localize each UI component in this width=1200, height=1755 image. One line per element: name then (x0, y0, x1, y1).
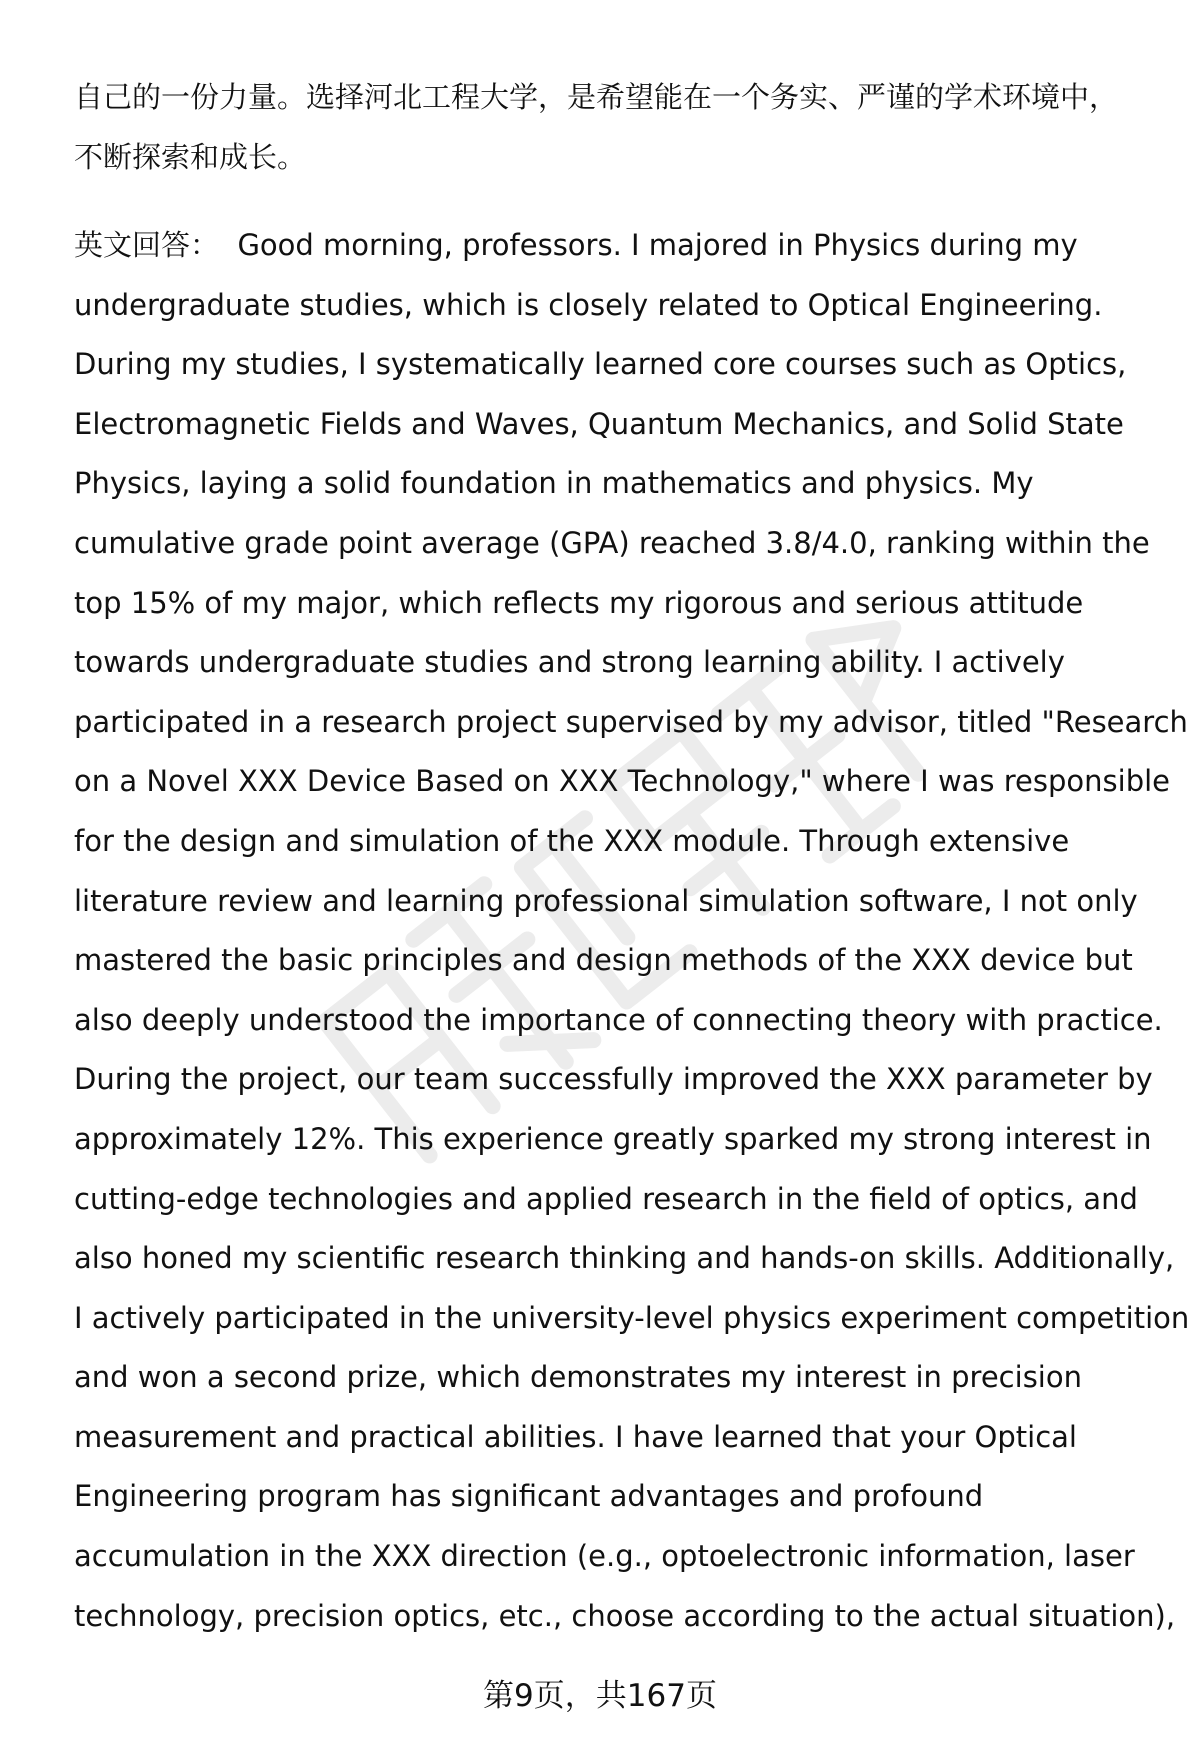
text-line: top 15% of my major, which reflects my rigorous and serious attitude (74, 585, 1084, 620)
text-line-first (74, 216, 1164, 276)
text-line: mastered the basic principles and design methods of the XXX device but (74, 943, 1133, 978)
text-line: I actively participated in the university-level physics experiment competition (74, 1300, 1190, 1335)
text-line: participated in a research project supervised by my advisor, titled "Research (74, 704, 1188, 739)
text-line: also honed my scientific research thinking and hands-on skills. Additionally, (74, 1241, 1175, 1276)
text-line: technology, precision optics, etc., choose according to the actual situation), (74, 1598, 1176, 1633)
text-line: 自己的一份力量。选择河北工程大学，是希望能在一个务实、严谨的学术环境中， (74, 80, 1119, 114)
text-line: Electromagnetic Fields and Waves, Quantum Mechanics, and Solid State (74, 406, 1124, 441)
paragraph-chinese-ending (74, 68, 1164, 187)
answer-first-line-text: Good morning, professors. I majored in Physics during my (237, 228, 1078, 262)
text-line: on a Novel XXX Device Based on XXX Technology," where I was responsible (74, 764, 1170, 799)
text-line: measurement and practical abilities. I have learned that your Optical (74, 1419, 1077, 1454)
text-line: approximately 12%. This experience greatly sparked my strong interest in (74, 1121, 1152, 1156)
text-line: 不断探索和成长。 (74, 139, 307, 174)
text-line: for the design and simulation of the XXX module. Through extensive (74, 823, 1070, 858)
text-line: towards undergraduate studies and strong learning ability. I actively (74, 645, 1065, 680)
page-number-footer: 第9页，共167页 (483, 1678, 717, 1714)
text-line: literature review and learning professional simulation software, I not only (74, 883, 1138, 918)
text-line: undergraduate studies, which is closely related to Optical Engineering. (74, 287, 1103, 322)
text-line: Physics, laying a solid foundation in mathematics and physics. My (74, 466, 1034, 501)
text-line: and won a second prize, which demonstrates my interest in precision (74, 1360, 1082, 1395)
text-line: During my studies, I systematically learned core courses such as Optics, (74, 347, 1127, 382)
text-line: cumulative grade point average (GPA) reached 3.8/4.0, ranking within the (74, 525, 1150, 560)
text-line: cutting-edge technologies and applied research in the field of optics, and (74, 1181, 1138, 1216)
text-line: accumulation in the XXX direction (e.g., optoelectronic information, laser (74, 1539, 1135, 1574)
text-line: also deeply understood the importance of connecting theory with practice. (74, 1002, 1163, 1037)
answer-label: 英文回答： (74, 228, 220, 262)
text-line: During the project, our team successfully improved the XXX parameter by (74, 1062, 1153, 1097)
paragraph-english-answer (74, 216, 1190, 1646)
text-line: Engineering program has significant advantages and profound (74, 1479, 984, 1514)
